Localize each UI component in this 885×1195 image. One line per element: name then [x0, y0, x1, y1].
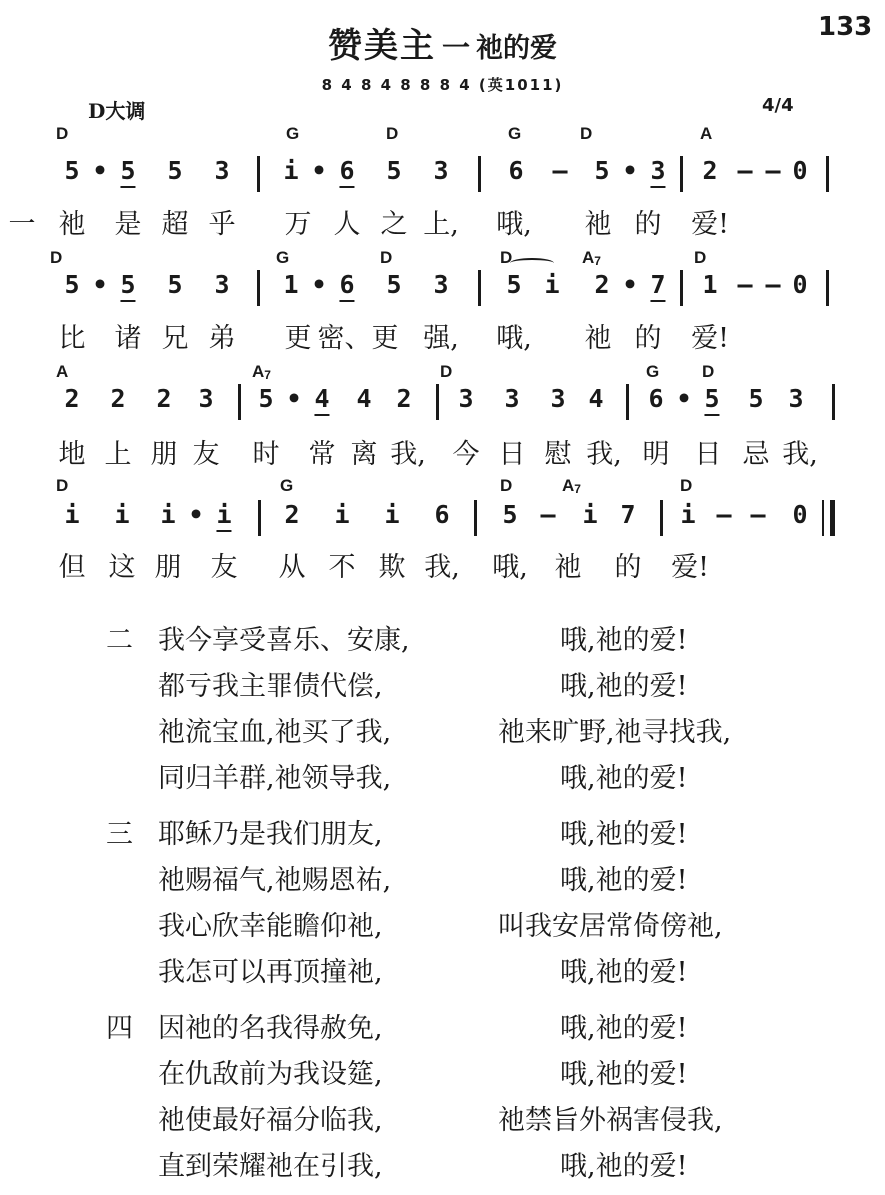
note: 3: [198, 384, 214, 413]
lyric-syllable: 哦,: [496, 323, 532, 354]
note: 5: [704, 384, 719, 416]
meter-line: 8 4 8 4 8 8 8 4 (英1011): [321, 76, 564, 94]
verse-line-right: 哦,祂的爱!: [560, 671, 688, 702]
note: —: [765, 156, 781, 185]
lyric-syllable: 比: [58, 323, 86, 354]
bar-line: [826, 156, 829, 192]
lyric-syllable: 超: [161, 209, 189, 240]
lyric-syllable: 更: [284, 323, 312, 354]
page-number: 133: [818, 12, 873, 42]
chord-root: A: [252, 362, 265, 381]
note: 1: [702, 270, 718, 299]
note: 7: [620, 500, 636, 529]
chord-symbol: [702, 362, 714, 382]
chord-symbol: [386, 124, 398, 144]
bar-line: [436, 384, 439, 420]
lyric-syllable: 常: [308, 439, 336, 470]
lyric-syllable: 哦,: [496, 209, 532, 240]
chord-root: A: [700, 124, 713, 143]
note: 3: [504, 384, 520, 413]
note: 6: [508, 156, 524, 185]
chord-root: A: [56, 362, 69, 381]
note: 2: [110, 384, 126, 413]
chord-root: G: [276, 248, 290, 267]
chord-symbol: [694, 248, 706, 268]
note: i: [64, 500, 80, 529]
note: 5: [120, 270, 135, 302]
bar-line: [826, 270, 829, 306]
chord-symbol: [562, 476, 581, 496]
lyric-syllable: 朋: [150, 439, 178, 470]
lyric-syllable: 但: [58, 552, 86, 583]
lyric-syllable: 今: [452, 439, 480, 470]
lyric-syllable: 祂: [554, 552, 582, 583]
time-signature: 4/4: [762, 95, 794, 116]
chord-root: A: [582, 248, 595, 267]
lyric-syllable: 这: [108, 552, 136, 583]
note: 5: [502, 500, 518, 529]
bar-line: [660, 500, 663, 536]
lyric-syllable: 离: [350, 439, 378, 470]
verse-line-left: 祂赐福气,祂赐恩祐,: [158, 865, 392, 896]
note: 3: [214, 156, 230, 185]
chord-root: G: [286, 124, 300, 143]
bar-line: [258, 500, 261, 536]
final-bar-thin: [822, 500, 824, 536]
bar-line: [478, 156, 481, 192]
verse-line-right: 哦,祂的爱!: [560, 1059, 688, 1090]
note: 3: [214, 270, 230, 299]
lyric-syllable: 我,: [586, 439, 622, 470]
chord-symbol: [580, 124, 592, 144]
chord-symbol: [56, 124, 68, 144]
verse-line-right: 哦,祂的爱!: [560, 819, 688, 850]
note: —: [552, 156, 568, 185]
note: 6: [339, 156, 354, 188]
lyric-syllable: 人: [333, 209, 361, 240]
bar-line: [257, 156, 260, 192]
note: 5: [258, 384, 274, 413]
title-main: 赞美主: [327, 26, 436, 66]
verse-line-left: 我今享受喜乐、安康,: [158, 625, 410, 656]
note: 3: [550, 384, 566, 413]
verse-line-left: 在仇敌前为我设筵,: [158, 1059, 383, 1090]
key-signature: D大调: [88, 99, 146, 123]
lyric-syllable: 之: [380, 209, 408, 240]
chord-root: G: [280, 476, 294, 495]
lyric-syllable: 一: [8, 209, 36, 240]
verse-line-left: 因祂的名我得赦免,: [158, 1013, 383, 1044]
verse-line-left: 直到荣耀祂在引我,: [158, 1151, 383, 1182]
note: i: [283, 156, 299, 185]
verse-line-left: 祂流宝血,祂买了我,: [158, 717, 392, 748]
lyric-syllable: 忌: [742, 439, 770, 470]
note: i: [544, 270, 560, 299]
verse-line-left: 同归羊群,祂领导我,: [158, 763, 392, 794]
note: i: [216, 500, 231, 532]
chord-root: D: [580, 124, 593, 143]
note: 5: [506, 270, 522, 299]
note: 4: [356, 384, 372, 413]
lyric-syllable: 不: [328, 552, 356, 583]
chord-root: D: [440, 362, 453, 381]
note: •: [622, 156, 638, 185]
tie-arc: [510, 258, 554, 268]
chord-root: D: [380, 248, 393, 267]
chord-symbol: [380, 248, 392, 268]
lyric-syllable: 强,: [423, 323, 459, 354]
note: 4: [314, 384, 329, 416]
chord-root: D: [56, 476, 69, 495]
note: 5: [594, 156, 610, 185]
verse-line-right: 哦,祂的爱!: [560, 625, 688, 656]
note: 6: [648, 384, 664, 413]
bar-line: [626, 384, 629, 420]
lyric-syllable: 爱!: [671, 552, 709, 583]
verse-line-right: 哦,祂的爱!: [560, 957, 688, 988]
bar-line: [238, 384, 241, 420]
lyric-syllable: 欺: [378, 552, 406, 583]
lyric-syllable: 我,: [424, 552, 460, 583]
lyric-syllable: 日: [498, 439, 526, 470]
lyric-syllable: 上: [104, 439, 132, 470]
note: —: [716, 500, 732, 529]
note: 2: [64, 384, 80, 413]
lyric-syllable: 时: [252, 439, 280, 470]
chord-symbol: [252, 362, 271, 382]
verse-line-right: 哦,祂的爱!: [560, 763, 688, 794]
lyric-syllable: 祂: [58, 209, 86, 240]
chord-symbol: [582, 248, 601, 268]
note: 5: [748, 384, 764, 413]
note: •: [311, 156, 327, 185]
note: 4: [588, 384, 604, 413]
note: 0: [792, 500, 808, 529]
note: —: [540, 500, 556, 529]
note: •: [188, 500, 204, 529]
note: i: [582, 500, 598, 529]
lyric-syllable: 万: [284, 209, 312, 240]
note: 3: [433, 156, 449, 185]
chord-symbol: [50, 248, 62, 268]
note: 3: [458, 384, 474, 413]
note: 7: [650, 270, 665, 302]
note: —: [750, 500, 766, 529]
chord-symbol: [646, 362, 659, 382]
chord-extension: 7: [594, 254, 601, 268]
chord-extension: 7: [574, 482, 581, 496]
lyric-syllable: 是: [114, 209, 142, 240]
chord-root: G: [508, 124, 522, 143]
note: 1: [283, 270, 299, 299]
note: 0: [792, 156, 808, 185]
lyric-syllable: 的: [634, 209, 662, 240]
chord-symbol: [56, 476, 68, 496]
verse-line-right: 哦,祂的爱!: [560, 865, 688, 896]
lyric-syllable: 诸: [114, 323, 142, 354]
lyric-syllable: 友: [210, 552, 238, 583]
note: •: [622, 270, 638, 299]
note: —: [737, 156, 753, 185]
chord-symbol: [680, 476, 692, 496]
final-bar-thick: [830, 500, 835, 536]
chord-root: G: [646, 362, 660, 381]
verse-line-left: 耶稣乃是我们朋友,: [158, 819, 383, 850]
lyric-syllable: 友: [192, 439, 220, 470]
chord-symbol: [500, 476, 512, 496]
chord-root: D: [50, 248, 63, 267]
note: 2: [156, 384, 172, 413]
verse-line-left: 都亏我主罪债代偿,: [158, 671, 383, 702]
verse-number: 三: [106, 819, 133, 850]
note: i: [334, 500, 350, 529]
note: 5: [64, 270, 80, 299]
chord-symbol: [286, 124, 299, 144]
hymn-title: [0, 18, 885, 67]
note: 5: [64, 156, 80, 185]
note: 5: [386, 156, 402, 185]
lyric-syllable: 乎: [208, 209, 236, 240]
lyric-syllable: 弟: [208, 323, 236, 354]
lyric-syllable: 兄: [161, 323, 189, 354]
verse-line-right: 叫我安居常倚傍祂,: [498, 911, 723, 942]
note: —: [765, 270, 781, 299]
note: 5: [386, 270, 402, 299]
verse-number: 二: [106, 625, 133, 656]
title-dash: 一: [441, 31, 470, 64]
verse-line-right: 祂来旷野,祂寻找我,: [498, 717, 732, 748]
chord-root: D: [386, 124, 399, 143]
note: —: [737, 270, 753, 299]
verse-line-left: 我怎可以再顶撞祂,: [158, 957, 383, 988]
bar-line: [474, 500, 477, 536]
note: 5: [120, 156, 135, 188]
lyric-syllable: 祂: [584, 323, 612, 354]
chord-symbol: [700, 124, 712, 144]
chord-symbol: [276, 248, 289, 268]
title-subtitle: 祂的爱: [476, 33, 557, 64]
note: 5: [167, 156, 183, 185]
note: 6: [434, 500, 450, 529]
bar-line: [680, 270, 683, 306]
verse-line-right: 祂禁旨外祸害侵我,: [498, 1105, 723, 1136]
chord-symbol: [440, 362, 452, 382]
lyric-syllable: 的: [634, 323, 662, 354]
lyric-syllable: 的: [614, 552, 642, 583]
chord-symbol: [508, 124, 521, 144]
lyric-syllable: 地: [58, 439, 86, 470]
note: 5: [167, 270, 183, 299]
lyric-syllable: 从: [278, 552, 306, 583]
chord-symbol: [56, 362, 68, 382]
bar-line: [832, 384, 835, 420]
note: 6: [339, 270, 354, 302]
note: 2: [702, 156, 718, 185]
verse-line-left: 我心欣幸能瞻仰祂,: [158, 911, 383, 942]
note: •: [311, 270, 327, 299]
verse-line-right: 哦,祂的爱!: [560, 1151, 688, 1182]
lyric-syllable: 日: [694, 439, 722, 470]
bar-line: [257, 270, 260, 306]
chord-root: D: [500, 476, 513, 495]
note: 3: [788, 384, 804, 413]
note: i: [384, 500, 400, 529]
note: •: [92, 156, 108, 185]
chord-root: D: [680, 476, 693, 495]
lyric-syllable: 密、更: [317, 323, 399, 354]
bar-line: [478, 270, 481, 306]
chord-root: A: [562, 476, 575, 495]
chord-root: D: [694, 248, 707, 267]
lyric-syllable: 祂: [584, 209, 612, 240]
note: i: [114, 500, 130, 529]
lyric-syllable: 明: [642, 439, 670, 470]
bar-line: [680, 156, 683, 192]
note: 2: [396, 384, 412, 413]
lyric-syllable: 哦,: [492, 552, 528, 583]
chord-root: D: [56, 124, 69, 143]
lyric-syllable: 爱!: [691, 323, 729, 354]
lyric-syllable: 我,: [390, 439, 426, 470]
lyric-syllable: 朋: [154, 552, 182, 583]
chord-root: D: [702, 362, 715, 381]
lyric-syllable: 慰: [544, 439, 572, 470]
chord-root: D: [500, 248, 513, 267]
note: 3: [433, 270, 449, 299]
note: i: [680, 500, 696, 529]
note: i: [160, 500, 176, 529]
chord-symbol: [280, 476, 293, 496]
note: •: [676, 384, 692, 413]
note: •: [286, 384, 302, 413]
lyric-syllable: 我,: [782, 439, 818, 470]
chord-extension: 7: [264, 368, 271, 382]
verse-line-right: 哦,祂的爱!: [560, 1013, 688, 1044]
verse-line-left: 祂使最好福分临我,: [158, 1105, 383, 1136]
verse-number: 四: [106, 1013, 133, 1044]
note: 3: [650, 156, 665, 188]
note: •: [92, 270, 108, 299]
note: 2: [594, 270, 610, 299]
lyric-syllable: 爱!: [691, 209, 729, 240]
note: 2: [284, 500, 300, 529]
note: 0: [792, 270, 808, 299]
lyric-syllable: 上,: [423, 209, 459, 240]
